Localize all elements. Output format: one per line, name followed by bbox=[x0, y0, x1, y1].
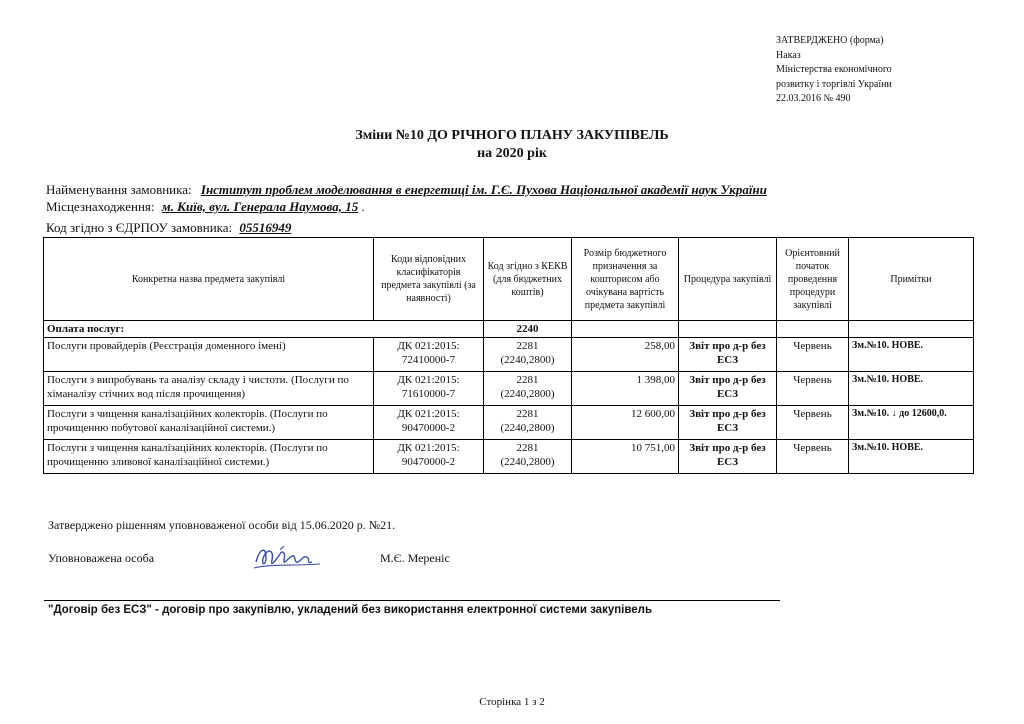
section-row bbox=[44, 321, 974, 338]
header-notes: Примітки bbox=[849, 238, 974, 321]
item-amount: 258,00 bbox=[572, 338, 679, 372]
customer-location-field bbox=[46, 199, 365, 215]
signature-icon bbox=[250, 540, 330, 581]
item-classifier: ДК 021:2015: 90470000-2 bbox=[374, 406, 484, 440]
item-procedure: Звіт про д-р без ЕСЗ bbox=[679, 440, 777, 474]
table-row bbox=[44, 440, 974, 474]
customer-name-field bbox=[46, 182, 767, 198]
customer-edrpou-value: 05516949 bbox=[239, 220, 292, 235]
item-kekv: 2281 (2240,2800) bbox=[484, 440, 572, 474]
customer-edrpou-label: Код згідно з ЄДРПОУ замовника: bbox=[46, 220, 233, 235]
header-classifier: Коди відповідних класифікаторів предмета закупівлі (за наявності) bbox=[374, 238, 484, 321]
item-note: Зм.№10. НОВЕ. bbox=[849, 372, 974, 406]
item-start: Червень bbox=[777, 372, 849, 406]
item-note: Зм.№10. ↓ до 12600,0. bbox=[849, 406, 974, 440]
item-start: Червень bbox=[777, 406, 849, 440]
item-kekv: 2281 (2240,2800) bbox=[484, 406, 572, 440]
header-start: Орієнтовний початок проведення процедури закупівлі bbox=[777, 238, 849, 321]
item-kekv: 2281 (2240,2800) bbox=[484, 372, 572, 406]
authorized-label: Уповноважена особа bbox=[48, 551, 155, 565]
approved-statement: Затверджено рішенням уповноваженої особи від 15.06.2020 р. №21. bbox=[48, 518, 396, 532]
item-name: Послуги з чищення каналізаційних колекторів. (Послуги по прочищенню побутової каналізаційної системи.) bbox=[44, 406, 374, 440]
item-amount: 1 398,00 bbox=[572, 372, 679, 406]
table-row bbox=[44, 372, 974, 406]
empty-cell bbox=[777, 321, 849, 338]
approval-line: ЗАТВЕРДЖЕНО (форма) bbox=[776, 35, 884, 46]
empty-cell bbox=[572, 321, 679, 338]
item-amount: 10 751,00 bbox=[572, 440, 679, 474]
table-row bbox=[44, 338, 974, 372]
authorized-name: М.Є. Мереніс bbox=[380, 551, 450, 565]
approval-line: розвитку і торгівлі України bbox=[776, 78, 892, 90]
footnote-divider bbox=[44, 600, 780, 601]
footnote: "Договір без ЕСЗ" - договір про закупівлю, укладений без використання електронної системи закупівель bbox=[48, 604, 653, 616]
item-classifier: ДК 021:2015: 71610000-7 bbox=[374, 372, 484, 406]
section-code: 2240 bbox=[484, 321, 572, 338]
item-name: Послуги з чищення каналізаційних колекторів. (Послуги по прочищенню зливової каналізаційної системи.) bbox=[44, 440, 374, 474]
header-item-name: Конкретна назва предмета закупівлі bbox=[44, 238, 374, 321]
customer-edrpou-field bbox=[46, 220, 291, 236]
item-procedure: Звіт про д-р без ЕСЗ bbox=[679, 338, 777, 372]
approval-block bbox=[776, 34, 892, 107]
item-kekv: 2281 (2240,2800) bbox=[484, 338, 572, 372]
item-procedure: Звіт про д-р без ЕСЗ bbox=[679, 372, 777, 406]
approval-line: 22.03.2016 № 490 bbox=[776, 93, 851, 104]
section-label: Оплата послуг: bbox=[44, 321, 484, 338]
item-name: Послуги провайдерів (Реєстрація доменного імені) bbox=[44, 338, 374, 372]
empty-cell bbox=[679, 321, 777, 338]
customer-location-label: Місцезнаходження: bbox=[46, 199, 155, 214]
item-amount: 12 600,00 bbox=[572, 406, 679, 440]
item-name: Послуги з випробувань та аналізу складу і чистоти. (Послуги по хіманалізу стічних вод після прочищення) bbox=[44, 372, 374, 406]
document-title: Зміни №10 ДО РІЧНОГО ПЛАНУ ЗАКУПІВЕЛЬ bbox=[355, 128, 669, 143]
customer-location-suffix: . bbox=[358, 199, 365, 214]
item-note: Зм.№10. НОВЕ. bbox=[849, 440, 974, 474]
header-kekv: Код згідно з КЕКВ (для бюджетних коштів) bbox=[484, 238, 572, 321]
item-start: Червень bbox=[777, 338, 849, 372]
customer-name-value: Інститут проблем моделювання в енергетиці ім. Г.Є. Пухова Національної академії наук України bbox=[200, 182, 767, 197]
header-procedure: Процедура закупівлі bbox=[679, 238, 777, 321]
empty-cell bbox=[849, 321, 974, 338]
item-classifier: ДК 021:2015: 72410000-7 bbox=[374, 338, 484, 372]
item-classifier: ДК 021:2015: 90470000-2 bbox=[374, 440, 484, 474]
approval-line: Наказ bbox=[776, 49, 801, 61]
table-header-row bbox=[44, 238, 974, 321]
customer-location-value: м. Київ, вул. Генерала Наумова, 15 bbox=[161, 199, 359, 214]
document-subtitle: на 2020 рік bbox=[477, 146, 547, 161]
item-procedure: Звіт про д-р без ЕСЗ bbox=[679, 406, 777, 440]
customer-name-label: Найменування замовника: bbox=[46, 182, 192, 197]
item-start: Червень bbox=[777, 440, 849, 474]
approval-line: Міністерства економічного bbox=[776, 64, 892, 75]
item-note: Зм.№10. НОВЕ. bbox=[849, 338, 974, 372]
procurement-table bbox=[43, 237, 974, 474]
page-number: Сторінка 1 з 2 bbox=[479, 696, 545, 708]
table-row bbox=[44, 406, 974, 440]
header-amount: Розмір бюджетного призначення за кошторисом або очікувана вартість предмета закупівлі bbox=[572, 238, 679, 321]
